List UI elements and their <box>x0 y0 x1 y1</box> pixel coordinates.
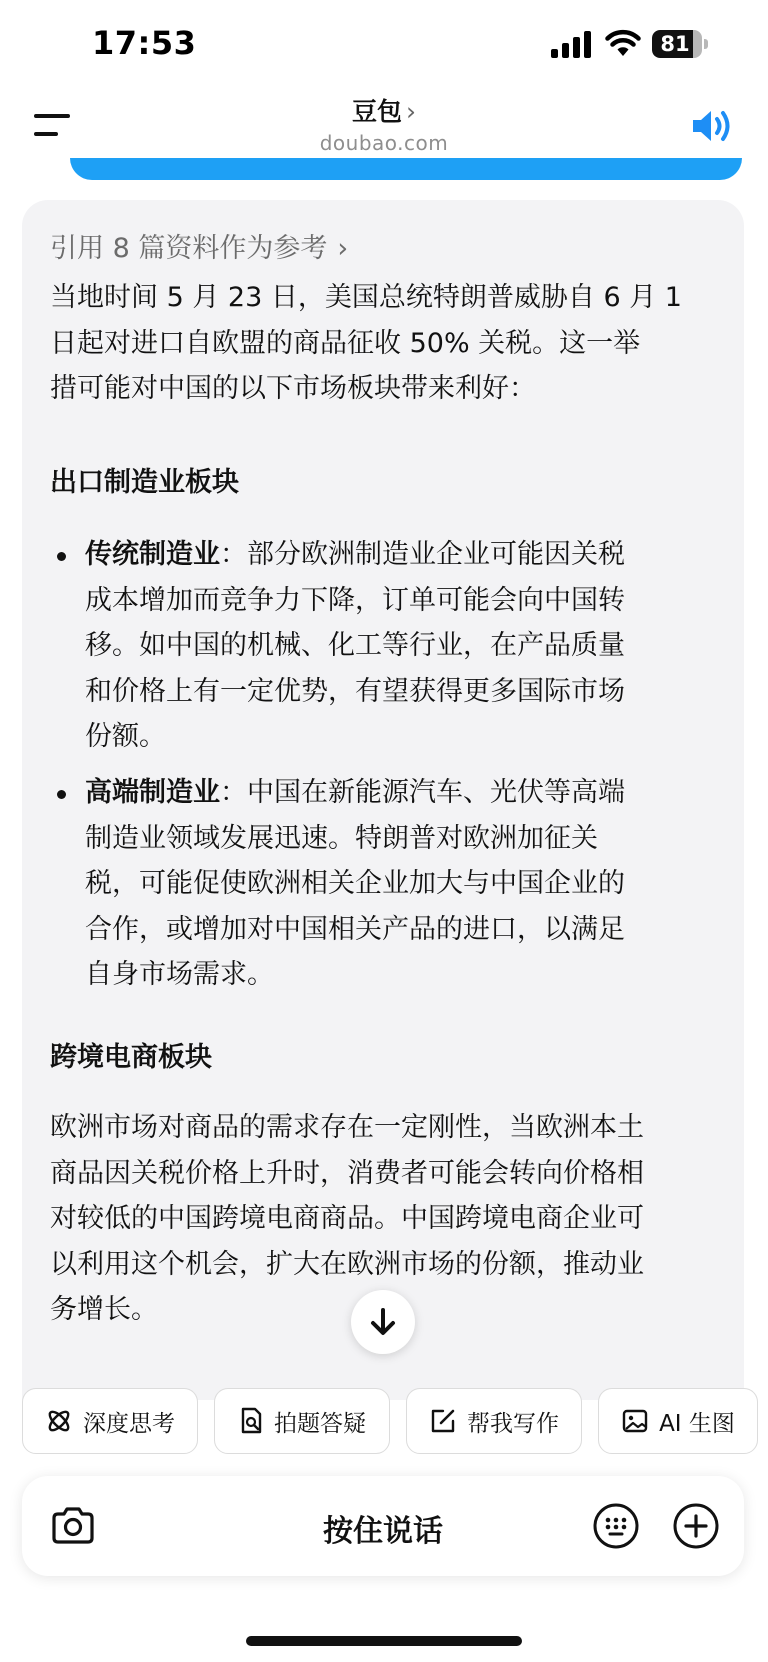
input-bar <box>22 1476 744 1576</box>
bullet-line: 成本增加而竞争力下降，订单可能会向中国转 <box>85 584 625 616</box>
chip-label: AI 生图 <box>659 1410 735 1437</box>
citation-text: 引用 8 篇资料作为参考 <box>50 233 328 264</box>
bullet-line: 份额。 <box>85 721 166 752</box>
bullet-line: 移。如中国的机械、化工等行业，在产品质量 <box>85 630 625 661</box>
cellular-signal-icon <box>551 30 593 58</box>
chip-label: 帮我写作 <box>467 1410 559 1437</box>
chat-title-text: 豆包 <box>351 97 402 126</box>
edit-icon <box>429 1407 457 1435</box>
plus-circle-icon[interactable] <box>672 1502 720 1550</box>
paragraph-line: 对较低的中国跨境电商商品。中国跨境电商企业可 <box>50 1203 644 1234</box>
bullet-traditional-manufacturing <box>85 532 695 760</box>
bullet-line: ：部分欧洲制造业企业可能因关税 <box>220 539 625 570</box>
bullet-dot <box>57 790 66 799</box>
home-indicator[interactable] <box>246 1636 522 1646</box>
paragraph-line: 以利用这个机会，扩大在欧洲市场的份额，推动业 <box>50 1248 644 1280</box>
bullet-line: 制造业领域发展迅速。特朗普对欧洲加征关 <box>85 822 598 854</box>
bullet-term: 传统制造业 <box>85 539 220 570</box>
section-heading-export-manufacturing: 出口制造业板块 <box>50 467 239 498</box>
section-heading-cross-border-ecommerce: 跨境电商板块 <box>50 1042 212 1073</box>
bullet-line: 和价格上有一定优势，有望获得更多国际市场 <box>85 675 625 707</box>
document-search-icon <box>238 1407 264 1435</box>
paragraph-line: 欧洲市场对商品的需求存在一定刚性，当欧洲本土 <box>50 1112 644 1143</box>
photo-question-button[interactable] <box>214 1388 390 1454</box>
citation-link[interactable] <box>50 226 348 265</box>
paragraph-line: 商品因关税价格上升时，消费者可能会转向价格相 <box>50 1157 644 1189</box>
scroll-to-bottom-button[interactable] <box>351 1290 415 1354</box>
chip-label: 深度思考 <box>83 1410 175 1437</box>
bullet-line: 自身市场需求。 <box>85 959 274 990</box>
bullet-term: 高端制造业 <box>85 777 220 808</box>
ai-image-button[interactable] <box>598 1388 758 1454</box>
bullet-dot <box>57 552 66 561</box>
intro-paragraph <box>50 275 730 412</box>
arrow-down-icon <box>351 1290 415 1354</box>
site-url: doubao.com <box>319 131 449 155</box>
battery-percent: 81 <box>660 32 690 56</box>
wifi-icon <box>604 28 642 58</box>
intro-line: 措可能对中国的以下市场板块带来利好： <box>50 373 536 404</box>
battery-icon <box>652 30 708 58</box>
atom-icon <box>45 1407 73 1435</box>
help-me-write-button[interactable] <box>406 1388 582 1454</box>
paragraph-line: 务增长。 <box>50 1294 158 1325</box>
hold-to-talk-button[interactable]: 按住说话 <box>323 1514 443 1549</box>
status-time: 17:53 <box>92 24 197 62</box>
intro-line: 日起对进口自欧盟的商品征收 50% 关税。这一举 <box>50 327 641 359</box>
bullet-high-end-manufacturing <box>85 770 695 998</box>
chevron-right-icon: › <box>337 233 349 264</box>
keyboard-icon[interactable] <box>592 1502 640 1550</box>
intro-line: 当地时间 5 月 23 日，美国总统特朗普威胁自 6 月 1 <box>50 282 682 313</box>
chat-title[interactable] <box>0 92 768 128</box>
previous-message-bubble <box>70 158 742 180</box>
quick-actions <box>0 1388 768 1454</box>
deep-think-button[interactable] <box>22 1388 198 1454</box>
image-icon <box>621 1407 649 1435</box>
bullet-line: 合作，或增加对中国相关产品的进口，以满足 <box>85 913 625 945</box>
status-bar <box>0 0 768 90</box>
chevron-right-icon: › <box>406 97 416 126</box>
speaker-icon[interactable] <box>690 106 734 146</box>
chip-label: 拍题答疑 <box>274 1410 366 1437</box>
bullet-line: 税，可能促使欧洲相关企业加大与中国企业的 <box>85 868 625 899</box>
bullet-line: ：中国在新能源汽车、光伏等高端 <box>220 777 625 808</box>
